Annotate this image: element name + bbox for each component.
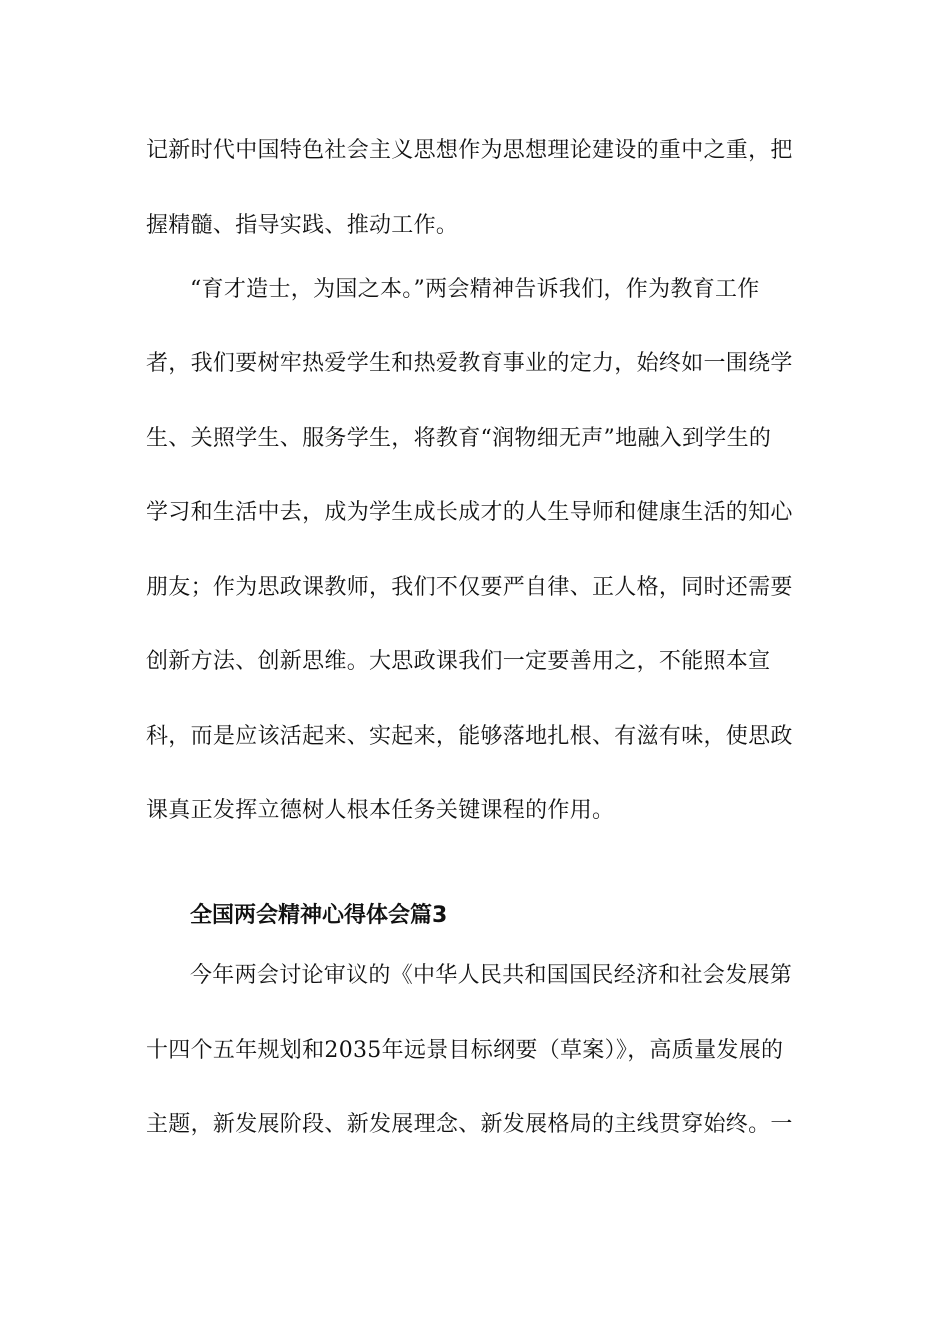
- paragraph-2-line-4: 学习和生活中去，成为学生成长成才的人生导师和健康生活的知心: [146, 500, 793, 525]
- paragraph-3-line-1: 今年两会讨论审议的《中华人民共和国国民经济和社会发展第: [190, 963, 793, 988]
- paragraph-1-line-1: 记新时代中国特色社会主义思想作为思想理论建设的重中之重，把: [146, 138, 793, 163]
- paragraph-2-line-8: 课真正发挥立德树人根本任务关键课程的作用。: [146, 798, 615, 823]
- paragraph-2-line-1: “育才造士，为国之本。”两会精神告诉我们，作为教育工作: [190, 277, 760, 302]
- paragraph-3-line-3: 主题，新发展阶段、新发展理念、新发展格局的主线贯穿始终。一: [146, 1112, 793, 1137]
- section-heading: 全国两会精神心得体会篇3: [190, 903, 448, 928]
- paragraph-2-line-7: 科，而是应该活起来、实起来，能够落地扎根、有滋有味，使思政: [146, 724, 793, 749]
- paragraph-2-line-6: 创新方法、创新思维。大思政课我们一定要善用之，不能照本宣: [146, 649, 771, 674]
- paragraph-3-line-2: 十四个五年规划和2035年远景目标纲要（草案）》，高质量发展的: [146, 1038, 784, 1063]
- paragraph-2-line-2: 者，我们要树牢热爱学生和热爱教育事业的定力，始终如一围绕学: [146, 351, 793, 376]
- paragraph-2-line-3: 生、关照学生、服务学生，将教育“润物细无声”地融入到学生的: [146, 426, 772, 451]
- paragraph-2-line-5: 朋友；作为思政课教师，我们不仅要严自律、正人格，同时还需要: [146, 575, 793, 600]
- paragraph-1-line-2: 握精髓、指导实践、推动工作。: [146, 213, 459, 238]
